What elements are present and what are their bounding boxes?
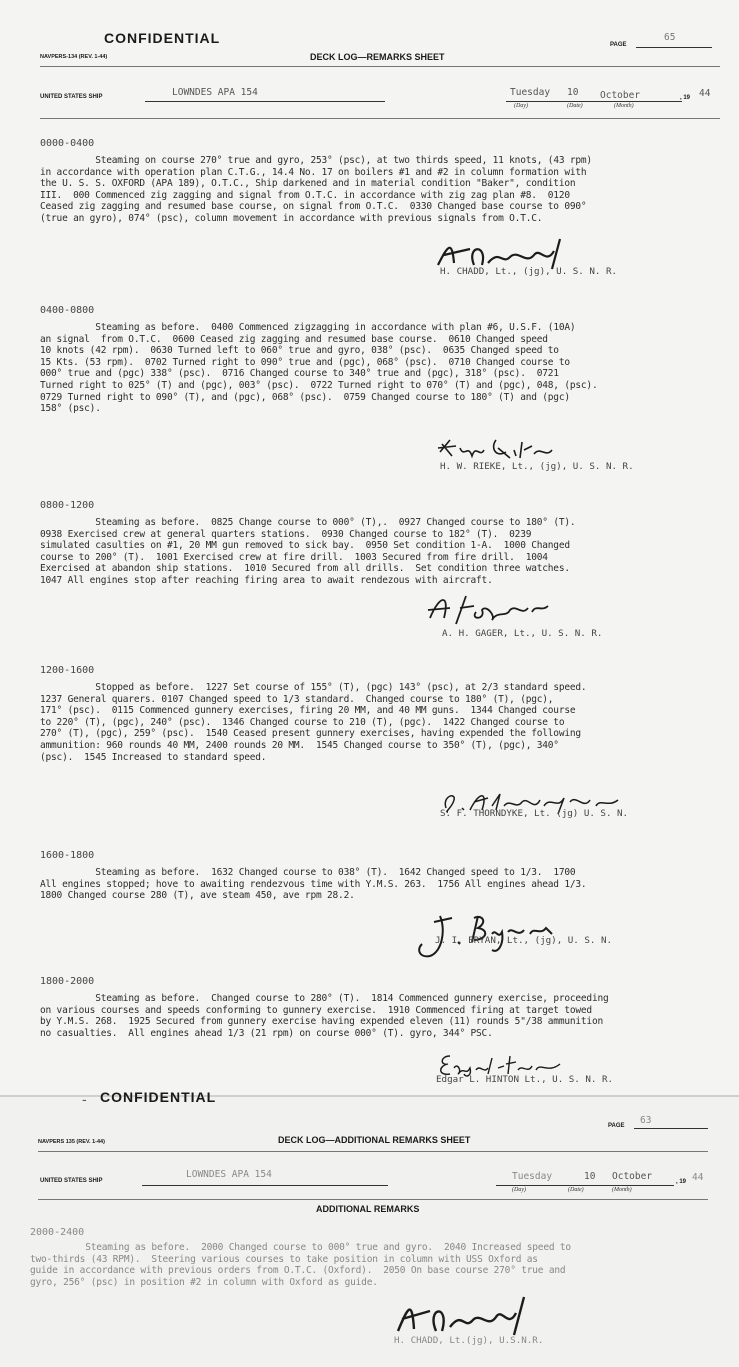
year-prefix: , 19: [680, 95, 691, 101]
day-label: (Day): [514, 103, 528, 109]
watch-period: 0000-0400: [40, 138, 95, 149]
entry-text: Steaming as before. Changed course to 280° (T). 1814 Commenced gunnery exercise, proceeding on various courses and speeds conforming to gunnery exercise. 1910 Commenced firing at target towed by Y.M.S. 268. 1925 Secured from gunnery exercise having expended eleven (11) rounds 5"/38 ammunition no casualties. All engines ahead 1/3 (21 rpm) on course 000° (T). gyro, 344° PSC.: [40, 993, 609, 1039]
deck-log-additional-remarks-sheet: - CONFIDENTIAL PAGE 63 NAVPERS 135 (REV. 1-44) DECK LOG—ADDITIONAL REMARKS SHEET UNITED STATES SHIP LOWNDES APA 154 Tuesday 10 October , 19 44 (Day) (Date) (Month) ADDITIONAL REMARKS 2000-2400 Steaming as before. 2000 Changed course to 000° true and gyro. 2040 Increased speed to two-thirds (43 RPM). Steering various courses to take position in column with USS Oxford as guide in accordance with previous orders from O.T.C. (Oxford). 2050 On base course 270° true and gyro, 256° (psc) in position #2 in column with Oxford as guide. H. CHADD, Lt.(jg), U.S.N.R.: [0, 1095, 739, 1367]
signature-mark: [436, 436, 556, 462]
ship-label: UNITED STATES SHIP: [40, 94, 103, 100]
form-number: NAVPERS-134 (REV. 1-44): [40, 54, 108, 60]
signature-name: H. CHADD, Lt., (jg), U. S. N. R.: [440, 266, 618, 277]
log-date: 10: [567, 87, 579, 98]
log-entry: [40, 850, 720, 902]
log-day: Tuesday: [510, 87, 551, 98]
sheet-title: DECK LOG—ADDITIONAL REMARKS SHEET: [278, 1135, 471, 1145]
signature-name: H. W. RIEKE, Lt., (jg), U. S. N. R.: [440, 461, 634, 472]
date-label: (Date): [567, 103, 583, 109]
signature-mark: [426, 590, 556, 626]
signature-name: A. H. GAGER, Lt., U. S. N. R.: [442, 628, 603, 639]
ship-name: LOWNDES APA 154: [172, 87, 258, 98]
log-entry: [40, 976, 720, 1039]
signature-name: S. F. THORNDYKE, Lt. (jg) U. S. N.: [440, 808, 629, 819]
month-label: (Month): [614, 103, 634, 109]
page-label: PAGE: [608, 1123, 625, 1129]
log-entry: [40, 500, 720, 587]
watch-period: 1600-1800: [40, 850, 95, 861]
confidential-heading: CONFIDENTIAL: [104, 30, 221, 46]
day-label: (Day): [512, 1187, 526, 1193]
log-entry: [30, 1227, 710, 1288]
page-number: 63: [640, 1115, 652, 1126]
section-title: ADDITIONAL REMARKS: [316, 1204, 420, 1214]
entry-text: Steaming on course 270° true and gyro, 253° (psc), at two thirds speed, 11 knots, (43 rpm) in accordance with operation plan C.T.G., 14.4 No. 17 on boilers #1 and #2 in column formation with the U. S. S. OXFORD (APA 189), O.T.C., Ship darkened and in material condition "Baker", condition III. 000 Commenced zig zagging and signal from O.T.C. in accordance with zig zag plan #8. 0120 Ceased zig zagging and resumed base course, on signal from O.T.C. 0330 Changed base course to 090° (true an gyro), 074° (psc), column movement in accordance with previous signals from O.T.C.: [40, 155, 592, 224]
entry-text: Steaming as before. 2000 Changed course to 000° true and gyro. 2040 Increased speed to two-thirds (43 RPM). Steering various courses to take position in column with USS Oxford as guide in accordance with previous orders from O.T.C. (Oxford). 2050 On base course 270° true and gyro, 256° (psc) in position #2 in column with Oxford as guide.: [30, 1242, 571, 1288]
entry-text: Stopped as before. 1227 Set course of 155° (T), (pgc) 143° (psc), at 2/3 standard speed. 1237 General quarers. 0107 Changed speed to 1/3 standard. Changed course to 180° (T), (pgc), 171° (psc). 0115 Commenced gunnery exercises, firing 20 MM, and 40 MM guns. 1344 Changed course to 220° (T), (pgc), 240° (psc). 1346 Changed course to 210 (T), (pgc). 1422 Changed course to 270° (T), (pgc), 259° (psc). 1540 Ceased present gunnery exercises, having expended the following ammunition: 960 rounds 40 MM, 2400 rounds 20 MM. 1545 Changed course to 350° (T), (pgc), 340° (psc). 1545 Increased to standard speed.: [40, 682, 587, 763]
log-entry: [40, 138, 720, 225]
signature-name: Edgar L. HINTON Lt., U. S. N. R.: [436, 1074, 614, 1085]
year-prefix: , 19: [676, 1179, 687, 1185]
ship-label: UNITED STATES SHIP: [40, 1178, 103, 1184]
log-month: October: [600, 90, 641, 101]
watch-period: 2000-2400: [30, 1227, 85, 1238]
signature-name: H. CHADD, Lt.(jg), U.S.N.R.: [394, 1335, 544, 1346]
watch-period: 0800-1200: [40, 500, 95, 511]
date-label: (Date): [568, 1187, 584, 1193]
signature-name: J. I. BRYAN, Lt., (jg), U. S. N.: [435, 935, 613, 946]
signature-mark: [388, 1293, 538, 1339]
watch-period: 1800-2000: [40, 976, 95, 987]
entry-text: Steaming as before. 0400 Commenced zigzagging in accordance with plan #6, U.S.F. (10A) an signal from O.T.C. 0600 Ceased zig zagging and resumed base course. 0610 Changed speed 10 knots (42 rpm). 0630 Turned left to 060° true and gyro, 038° (psc). 0635 Changed speed to 15 Kts. (53 rpm). 0702 Turned right to 090° true and (pgc), 068° (psc). 0710 Changed course to 000° true and (pgc) 338° (psc). 0716 Changed course to 340° true and (pgc), 318° (psc). 0721 Turned right to 025° (T) and (pgc), 003° (psc). 0722 Turned right to 070° (T) and (pgc), 048, (psc). 0729 Turned right to 090° (T), and (pgc), 068° (psc). 0759 Changed course to 180° (T) and (pgc) 158° (psc).: [40, 322, 598, 415]
page-number: 65: [664, 32, 676, 43]
entry-text: Steaming as before. 0825 Change course to 000° (T),. 0927 Changed course to 180° (T). 0938 Exercised crew at general quarters stations. 0930 Changed course to 182° (T). 0239 simulated casulties on #1, 20 MM gun removed to sick bay. 0950 Set condition 1-A. 1000 Changed course to 200° (T). 1001 Exercised crew at fire drill. 1003 Secured from fire drill. 1004 Exercised at abandon ship stations. 1010 Secured from all drills. Set condition three watches. 1047 All engines stop after reaching firing area to await rendezous with aircraft.: [40, 517, 576, 586]
sheet-title: DECK LOG—REMARKS SHEET: [310, 52, 445, 62]
page-label: PAGE: [610, 42, 627, 48]
watch-period: 0400-0800: [40, 305, 95, 316]
log-year: 44: [699, 88, 711, 99]
confidential-heading: CONFIDENTIAL: [100, 1089, 217, 1105]
form-number: NAVPERS 135 (REV. 1-44): [38, 1139, 105, 1145]
ship-name: LOWNDES APA 154: [186, 1169, 272, 1180]
log-month: October: [612, 1171, 653, 1182]
log-date: 10: [584, 1171, 596, 1182]
log-entry: [40, 665, 720, 763]
log-entry: [40, 305, 720, 415]
log-day: Tuesday: [512, 1171, 553, 1182]
month-label: (Month): [612, 1187, 632, 1193]
log-year: 44: [692, 1172, 704, 1183]
watch-period: 1200-1600: [40, 665, 95, 676]
entry-text: Steaming as before. 1632 Changed course to 038° (T). 1642 Changed speed to 1/3. 1700 All engines stopped; hove to awaiting rendezvous time with Y.M.S. 263. 1756 All engines ahead 1/3. 1800 Changed course 280 (T), ave steam 450, ave rpm 28.2.: [40, 867, 587, 902]
